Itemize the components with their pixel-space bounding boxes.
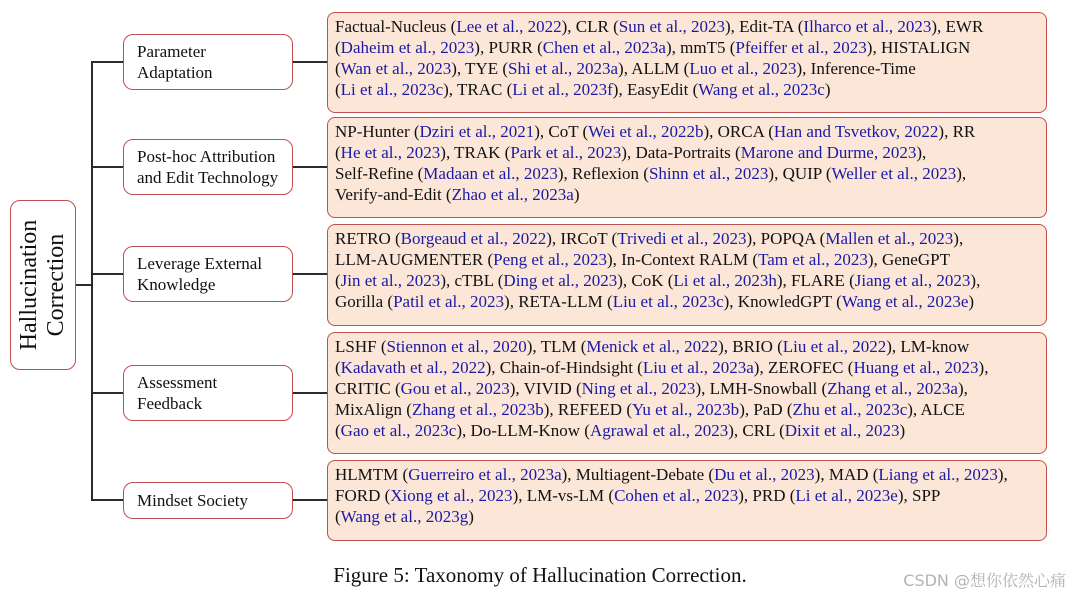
leaf-line (335, 291, 1040, 312)
leaf-line (335, 420, 1040, 441)
citation-link[interactable]: Wei et al., 2022b (588, 122, 704, 141)
citation-link[interactable]: Li et al., 2023f (512, 80, 613, 99)
citation-link[interactable]: Li et al., 2023h (673, 271, 777, 290)
leaf-connector (293, 392, 327, 394)
method-text: ), VIVID ( (509, 379, 582, 398)
citation-link[interactable]: Park et al., 2023 (510, 143, 622, 162)
method-text: ), Inference-Time (796, 59, 916, 78)
category-label-line: Post-hoc Attribution (137, 147, 276, 166)
root-label-line: Hallucination (16, 219, 42, 351)
method-text: Self-Refine ( (335, 164, 424, 183)
category-assessment-feedback (123, 365, 293, 421)
citation-link[interactable]: Shi et al., 2023a (508, 59, 619, 78)
root-connector (76, 284, 92, 286)
method-text: ), EasyEdit ( (612, 80, 699, 99)
citation-link[interactable]: Ilharco et al., 2023 (803, 17, 932, 36)
method-text: ( (335, 358, 341, 377)
method-text: ), In-Context RALM ( (606, 250, 759, 269)
category-label-line: Feedback (137, 394, 203, 413)
method-text: ), TYE ( (451, 59, 509, 78)
method-text: Gorilla ( (335, 292, 394, 311)
leaf-line (335, 249, 1040, 270)
leaf-connector (293, 61, 327, 63)
citation-link[interactable]: Madaan et al., 2023 (423, 164, 558, 183)
method-text: ), GeneGPT (867, 250, 950, 269)
method-text: ) (468, 507, 474, 526)
citation-link[interactable]: Dixit et al., 2023 (784, 421, 900, 440)
method-text: ( (335, 507, 341, 526)
method-text: ), Chain-of-Hindsight ( (485, 358, 643, 377)
method-text: FORD ( (335, 486, 391, 505)
citation-link[interactable]: Yu et al., 2023b (632, 400, 740, 419)
citation-link[interactable]: Daheim et al., 2023 (340, 38, 475, 57)
branch-line (91, 61, 123, 63)
method-text: ) (899, 421, 906, 440)
leaf-line (335, 142, 1040, 163)
root-label (16, 220, 70, 351)
category-label-line: Mindset Society (137, 491, 248, 510)
leaf-line (335, 399, 1040, 420)
method-text: ), IRCoT ( (546, 229, 618, 248)
citation-link[interactable]: Jin et al., 2023 (340, 271, 441, 290)
method-text: RETRO ( (335, 229, 401, 248)
citation-link[interactable]: Agrawal et al., 2023 (589, 421, 729, 440)
figure-caption: Figure 5: Taxonomy of Hallucination Correction. (333, 563, 747, 587)
leaf-line (335, 163, 1040, 184)
method-text: ) (824, 80, 831, 99)
method-text: ), ALCE (907, 400, 965, 419)
citation-link[interactable]: Lee et al., 2022 (456, 17, 562, 36)
branch-line (91, 273, 123, 275)
method-text: ), cTBL ( (440, 271, 504, 290)
citation-link[interactable]: Li et al., 2023c (340, 80, 444, 99)
method-text: ), (970, 271, 981, 290)
citation-link[interactable]: Wang et al., 2023c (698, 80, 825, 99)
method-text: ), KnowledGPT ( (723, 292, 842, 311)
method-text: ), CoT ( (534, 122, 589, 141)
citation-link[interactable]: Liang et al., 2023 (878, 465, 998, 484)
branch-line (91, 499, 123, 501)
method-text: ), (953, 229, 964, 248)
leaf-parameter-adaptation (327, 12, 1047, 113)
citation-link[interactable]: Zhu et al., 2023c (792, 400, 908, 419)
method-text: ), PRD ( (738, 486, 796, 505)
citation-link[interactable]: Menick et al., 2022 (586, 337, 719, 356)
citation-link[interactable]: Li et al., 2023e (795, 486, 898, 505)
method-text: ), PaD ( (739, 400, 793, 419)
method-text: ( (335, 38, 341, 57)
leaf-connector (293, 166, 327, 168)
method-text: ), (978, 358, 989, 377)
citation-link[interactable]: Borgeaud et al., 2022 (400, 229, 547, 248)
method-text: ( (335, 80, 341, 99)
method-text: ), SPP (897, 486, 941, 505)
citation-link[interactable]: Wan et al., 2023 (340, 59, 452, 78)
citation-link[interactable]: Ning et al., 2023 (581, 379, 696, 398)
citation-link[interactable]: Luo et al., 2023 (689, 59, 797, 78)
category-label-line: Leverage External (137, 254, 263, 273)
method-text: ), ALLM ( (618, 59, 690, 78)
method-text: HLMTM ( (335, 465, 409, 484)
citation-link[interactable]: Zhao et al., 2023a (451, 185, 574, 204)
method-text: ), Do-LLM-Know ( (456, 421, 590, 440)
leaf-line (335, 485, 1040, 506)
leaf-line (335, 336, 1040, 357)
citation-link[interactable]: Du et al., 2023 (714, 465, 815, 484)
method-text: ), Edit-TA ( (724, 17, 804, 36)
method-text: ), ORCA ( (703, 122, 774, 141)
method-text: ), LM-vs-LM ( (512, 486, 615, 505)
citation-link[interactable]: Trivedi et al., 2023 (617, 229, 747, 248)
category-label-line: Adaptation (137, 63, 213, 82)
category-label-line: and Edit Technology (137, 168, 279, 187)
citation-link[interactable]: Jiang et al., 2023 (854, 271, 971, 290)
method-text: ), REFEED ( (543, 400, 632, 419)
method-text: ), PURR ( (474, 38, 543, 57)
method-text: ), EWR (931, 17, 984, 36)
branch-line (91, 166, 123, 168)
method-text: Factual-Nucleus ( (335, 17, 457, 36)
citation-link[interactable]: Patil et al., 2023 (393, 292, 505, 311)
citation-link[interactable]: Huang et al., 2023 (853, 358, 979, 377)
root-label-line: Correction (43, 233, 69, 337)
leaf-assessment-feedback (327, 332, 1047, 454)
method-text: ), MAD ( (814, 465, 879, 484)
category-post-hoc-attribution (123, 139, 293, 195)
leaf-line (335, 184, 1040, 205)
method-text: ), Data-Portraits ( (621, 143, 741, 162)
citation-link[interactable]: Weller et al., 2023 (831, 164, 957, 183)
citation-link[interactable]: Liu et al., 2022 (782, 337, 887, 356)
method-text: Verify-and-Edit ( (335, 185, 452, 204)
citation-link[interactable]: He et al., 2023 (340, 143, 441, 162)
citation-link[interactable]: Pfeiffer et al., 2023 (735, 38, 867, 57)
leaf-connector (293, 499, 327, 501)
method-text: ( (335, 143, 341, 162)
citation-link[interactable]: Marone and Durme, 2023 (740, 143, 917, 162)
method-text: ), (956, 164, 967, 183)
category-label-line: Knowledge (137, 275, 216, 294)
citation-link[interactable]: Chen et al., 2023a (542, 38, 666, 57)
method-text: ), CRL ( (728, 421, 785, 440)
leaf-line (335, 464, 1040, 485)
method-text: ), POPQA ( (746, 229, 826, 248)
method-text: ( (335, 59, 341, 78)
citation-link[interactable]: Guerreiro et al., 2023a (408, 465, 562, 484)
citation-link[interactable]: Gou et al., 2023 (400, 379, 510, 398)
citation-link[interactable]: Shinn et al., 2023 (648, 164, 769, 183)
leaf-line (335, 270, 1040, 291)
leaf-line (335, 79, 1040, 100)
citation-link[interactable]: Sun et al., 2023 (618, 17, 725, 36)
method-text: ), CLR ( (561, 17, 619, 36)
method-text: ( (335, 421, 341, 440)
method-text: ), FLARE ( (776, 271, 855, 290)
citation-link[interactable]: Peng et al., 2023 (493, 250, 607, 269)
method-text: ), BRIO ( (718, 337, 783, 356)
citation-link[interactable]: Cohen et al., 2023 (614, 486, 739, 505)
leaf-line (335, 357, 1040, 378)
category-leverage-external-knowledge (123, 246, 293, 302)
category-parameter-adaptation (123, 34, 293, 90)
method-text: CRITIC ( (335, 379, 401, 398)
method-text: ), Reflexion ( (557, 164, 649, 183)
citation-link[interactable]: Zhang et al., 2023b (411, 400, 544, 419)
citation-link[interactable]: Wang et al., 2023e (841, 292, 969, 311)
citation-link[interactable]: Zhang et al., 2023a (827, 379, 958, 398)
method-text: ), Multiagent-Debate ( (561, 465, 715, 484)
citation-link[interactable]: Gao et al., 2023c (340, 421, 457, 440)
leaf-line (335, 378, 1040, 399)
category-label-line: Parameter (137, 42, 206, 61)
method-text: ), CoK ( (617, 271, 674, 290)
method-text: ), (997, 465, 1008, 484)
method-text: ), ZEROFEC ( (753, 358, 854, 377)
method-text: ), TRAK ( (440, 143, 511, 162)
citation-link[interactable]: Liu et al., 2023a (642, 358, 754, 377)
watermark: CSDN @想你依然心痛 (903, 571, 1066, 590)
leaf-connector (293, 273, 327, 275)
citation-link[interactable]: Xiong et al., 2023 (390, 486, 513, 505)
trunk-line (91, 61, 93, 500)
method-text: ), HISTALIGN (866, 38, 971, 57)
method-text: ), RETA-LLM ( (504, 292, 613, 311)
leaf-line (335, 228, 1040, 249)
category-mindset-society (123, 482, 293, 519)
citation-link[interactable]: Dziri et al., 2021 (419, 122, 535, 141)
method-text: LSHF ( (335, 337, 387, 356)
citation-link[interactable]: Stiennon et al., 2020 (386, 337, 527, 356)
leaf-leverage-external-knowledge (327, 224, 1047, 326)
leaf-line (335, 37, 1040, 58)
leaf-line (335, 506, 1040, 527)
leaf-line (335, 16, 1040, 37)
method-text: ), LM-know (886, 337, 970, 356)
citation-link[interactable]: Kadavath et al., 2022 (340, 358, 486, 377)
citation-link[interactable]: Mallen et al., 2023 (825, 229, 954, 248)
method-text: ), mmT5 ( (665, 38, 736, 57)
method-text: ) (968, 292, 975, 311)
citation-link[interactable]: Liu et al., 2023c (612, 292, 724, 311)
leaf-line (335, 58, 1040, 79)
method-text: ) (573, 185, 580, 204)
citation-link[interactable]: Han and Tsvetkov, 2022 (773, 122, 939, 141)
leaf-line (335, 121, 1040, 142)
category-label-line: Assessment (137, 373, 218, 392)
branch-line (91, 392, 123, 394)
leaf-post-hoc-attribution (327, 117, 1047, 218)
method-text: ( (335, 271, 341, 290)
method-text: ), QUIP ( (768, 164, 832, 183)
method-text: ), TRAC ( (443, 80, 513, 99)
method-text: ), RR (938, 122, 976, 141)
citation-link[interactable]: Ding et al., 2023 (503, 271, 618, 290)
method-text: NP-Hunter ( (335, 122, 420, 141)
method-text: ), (916, 143, 927, 162)
leaf-mindset-society (327, 460, 1047, 541)
method-text: MixAlign ( (335, 400, 412, 419)
citation-link[interactable]: Wang et al., 2023g (340, 507, 469, 526)
method-text: ), LMH-Snowball ( (695, 379, 828, 398)
root-node (10, 200, 76, 370)
method-text: LLM-AUGMENTER ( (335, 250, 494, 269)
method-text: ), (957, 379, 968, 398)
citation-link[interactable]: Tam et al., 2023 (758, 250, 868, 269)
method-text: ), TLM ( (526, 337, 587, 356)
